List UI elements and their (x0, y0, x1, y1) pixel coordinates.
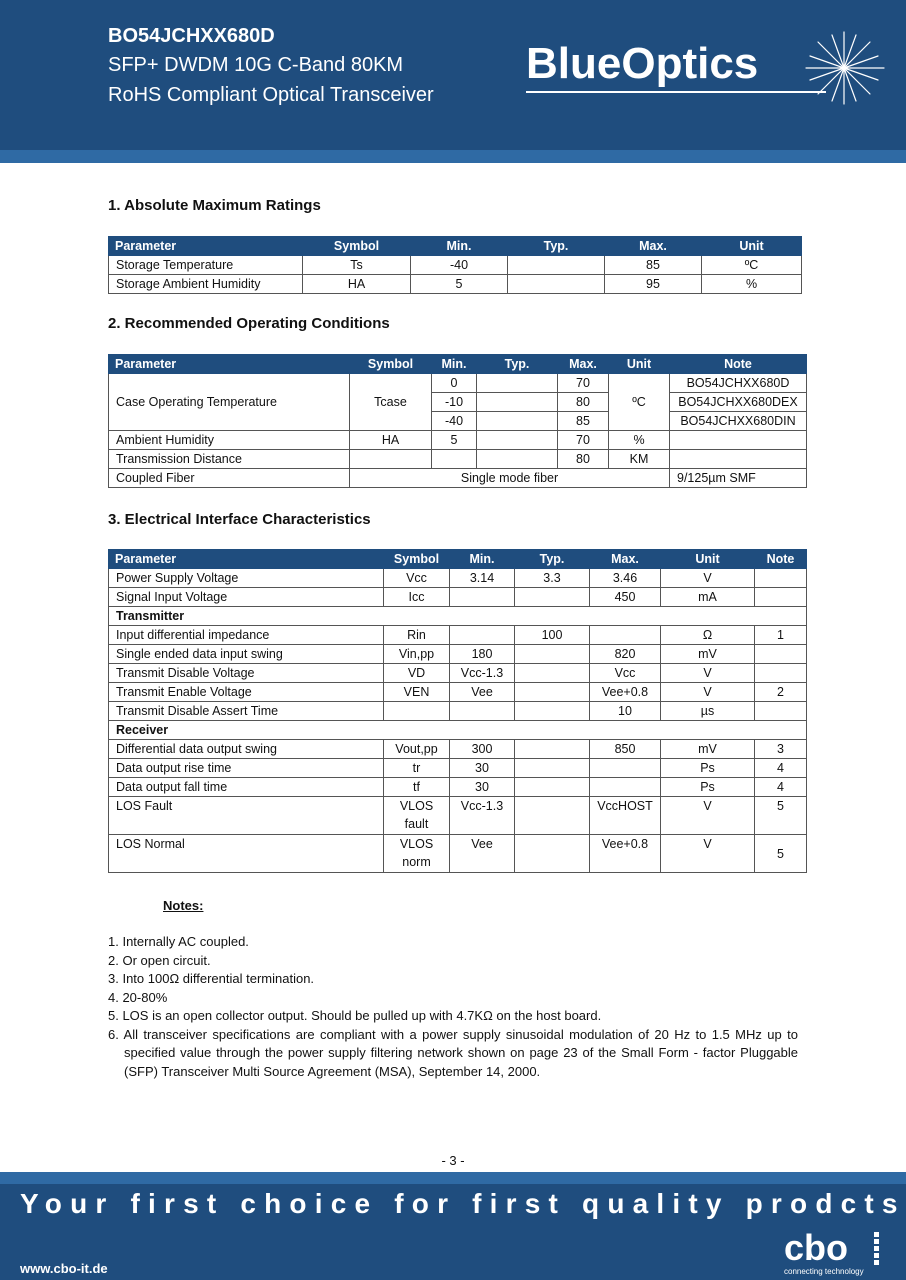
cell: Transmission Distance (109, 450, 350, 469)
cell: HA (350, 431, 432, 450)
cell-line: VLOS (399, 837, 434, 851)
cell: 3.3 (515, 569, 590, 588)
cell: Storage Ambient Humidity (109, 275, 303, 294)
cell (384, 835, 450, 873)
cell (590, 626, 661, 645)
cbo-dots-icon (874, 1232, 880, 1267)
cell: Vee (450, 683, 515, 702)
cell (477, 450, 558, 469)
cell: Ambient Humidity (109, 431, 350, 450)
footer-slogan: Your first choice for first quality prodcts (20, 1188, 906, 1219)
section-title-electrical: 3. Electrical Interface Characteristics (108, 511, 371, 528)
cell (384, 797, 450, 835)
table-header-row (109, 550, 807, 569)
cell (590, 759, 661, 778)
cell: Ps (661, 759, 755, 778)
cell: 5 (755, 835, 807, 873)
header-accent-band (0, 150, 906, 163)
page-number: - 3 - (441, 1153, 465, 1168)
cell-line: norm (402, 855, 431, 869)
cell: 180 (450, 645, 515, 664)
cell (670, 431, 807, 450)
cell: 4 (755, 778, 807, 797)
col-header: Typ. (508, 237, 605, 256)
cell: V (661, 683, 755, 702)
table-row (109, 275, 802, 294)
table-row (109, 702, 807, 721)
cell (755, 645, 807, 664)
col-header: Parameter (109, 355, 350, 374)
col-header: Note (755, 550, 807, 569)
cell: 5 (411, 275, 508, 294)
col-header: Min. (450, 550, 515, 569)
cell: Differential data output swing (109, 740, 384, 759)
cell: 4 (755, 759, 807, 778)
col-header: Unit (661, 550, 755, 569)
col-header: Note (670, 355, 807, 374)
cell: VEN (384, 683, 450, 702)
cell: Transmit Disable Voltage (109, 664, 384, 683)
cell: 850 (590, 740, 661, 759)
cell: 2 (755, 683, 807, 702)
website-link[interactable]: www.cbo-it.de (20, 1261, 108, 1276)
header-titles (108, 22, 434, 110)
cell: Storage Temperature (109, 256, 303, 275)
cell: Vcc (590, 664, 661, 683)
cell (515, 702, 590, 721)
cell: Vee+0.8 (590, 683, 661, 702)
cell (755, 588, 807, 607)
cell (670, 450, 807, 469)
table-row (109, 740, 807, 759)
note-item: 5. LOS is an open collector output. Should be pulled up with 4.7KΩ on the host board. (108, 1008, 602, 1023)
cell: LOS Fault (109, 797, 384, 835)
col-header: Min. (432, 355, 477, 374)
cell: 3.46 (590, 569, 661, 588)
cell (450, 588, 515, 607)
cell: Signal Input Voltage (109, 588, 384, 607)
table-row (109, 797, 807, 835)
col-header: Symbol (350, 355, 432, 374)
cell: 95 (605, 275, 702, 294)
col-header: Parameter (109, 237, 303, 256)
cell: 85 (605, 256, 702, 275)
receiver-label: Receiver (109, 721, 807, 740)
cell: Single mode fiber (350, 469, 670, 488)
section-title-operating-conditions: 2. Recommended Operating Conditions (108, 315, 390, 332)
cell: Vee (450, 835, 515, 873)
note-item: 1. Internally AC coupled. (108, 934, 249, 949)
logo-text: BlueOptics (526, 39, 759, 88)
note-item: 6. All transceiver specifications are compliant with a power supply sinusoidal modulation of 20 Hz to 1.5 MHz up to specified value through the power supply filtering network shown on page 23 of the Small Form - factor Pluggable (SFP) Transceiver Multi Source Agreement (MSA), September 14, 2000. (108, 1026, 798, 1079)
col-header: Typ. (477, 355, 558, 374)
cell: -40 (432, 412, 477, 431)
cell (515, 759, 590, 778)
cell: 300 (450, 740, 515, 759)
cell: KM (609, 450, 670, 469)
col-header: Min. (411, 237, 508, 256)
cell: LOS Normal (109, 835, 384, 873)
table-row (109, 759, 807, 778)
cell (477, 393, 558, 412)
cell (515, 664, 590, 683)
col-header: Unit (609, 355, 670, 374)
cell: BO54JCHXX680DEX (670, 393, 807, 412)
cell: HA (303, 275, 411, 294)
cell: Vout,pp (384, 740, 450, 759)
cell: Vcc-1.3 (450, 664, 515, 683)
cell: 0 (432, 374, 477, 393)
cell (755, 664, 807, 683)
col-header: Symbol (303, 237, 411, 256)
cell: 5 (432, 431, 477, 450)
operating-conditions-table (108, 354, 807, 488)
table-row (109, 431, 807, 450)
cell: 70 (558, 431, 609, 450)
table-row (109, 626, 807, 645)
cell (515, 797, 590, 835)
cell (508, 275, 605, 294)
cell (477, 412, 558, 431)
cell: 450 (590, 588, 661, 607)
col-header: Symbol (384, 550, 450, 569)
cell: 820 (590, 645, 661, 664)
cell (508, 256, 605, 275)
cell: Case Operating Temperature (109, 374, 350, 431)
cell (350, 450, 432, 469)
cell (515, 740, 590, 759)
cell: Tcase (350, 374, 432, 431)
cell-line: VLOS (399, 799, 434, 813)
table-row (109, 778, 807, 797)
cell: -40 (411, 256, 508, 275)
cell (477, 431, 558, 450)
cell (515, 778, 590, 797)
transmitter-label: Transmitter (109, 607, 807, 626)
cell (450, 702, 515, 721)
cell: Input differential impedance (109, 626, 384, 645)
cell (477, 374, 558, 393)
subheader-row (109, 721, 807, 740)
col-header: Unit (702, 237, 802, 256)
cell: 3 (755, 740, 807, 759)
cell: V (661, 835, 755, 873)
table-row (109, 645, 807, 664)
cell (432, 450, 477, 469)
blueoptics-logo (526, 38, 886, 98)
cell: Vin,pp (384, 645, 450, 664)
col-header: Typ. (515, 550, 590, 569)
cell: tf (384, 778, 450, 797)
cell: % (609, 431, 670, 450)
cell: tr (384, 759, 450, 778)
cell: ºC (609, 374, 670, 431)
cell: mA (661, 588, 755, 607)
cell: Vcc-1.3 (450, 797, 515, 835)
cell (590, 778, 661, 797)
cell: VccHOST (590, 797, 661, 835)
cell (450, 626, 515, 645)
cell: 80 (558, 450, 609, 469)
product-description: SFP+ DWDM 10G C-Band 80KM (108, 54, 404, 76)
cell: Vee+0.8 (590, 835, 661, 873)
cell: Single ended data input swing (109, 645, 384, 664)
cell: -10 (432, 393, 477, 412)
cell (515, 645, 590, 664)
cbo-tagline: connecting technology (784, 1267, 864, 1276)
absolute-max-table (108, 236, 802, 294)
col-header: Max. (558, 355, 609, 374)
cell: mV (661, 740, 755, 759)
cell (384, 702, 450, 721)
notes-title: Notes: (163, 898, 204, 913)
rows-receiver (109, 740, 807, 797)
cell (755, 569, 807, 588)
cell: Data output fall time (109, 778, 384, 797)
table-header-row (109, 237, 802, 256)
cell: 30 (450, 759, 515, 778)
table-row (109, 588, 807, 607)
cell: Vcc (384, 569, 450, 588)
cell: Rin (384, 626, 450, 645)
starburst-icon (802, 30, 886, 106)
table-row (109, 835, 807, 873)
cell (515, 588, 590, 607)
footer-accent-band (0, 1172, 906, 1184)
page-header (0, 0, 906, 163)
cell-line: fault (404, 817, 429, 831)
cell: ºC (702, 256, 802, 275)
col-header: Parameter (109, 550, 384, 569)
cell: 1 (755, 626, 807, 645)
product-model: BO54JCHXX680D (108, 25, 275, 47)
cell: V (661, 797, 755, 835)
col-header: Max. (590, 550, 661, 569)
cell: Power Supply Voltage (109, 569, 384, 588)
cell: % (702, 275, 802, 294)
note-item: 2. Or open circuit. (108, 952, 211, 968)
notes-list (108, 933, 798, 1081)
cell: V (661, 664, 755, 683)
electrical-table (108, 549, 807, 873)
cell: mV (661, 645, 755, 664)
cell: Data output rise time (109, 759, 384, 778)
cell: 100 (515, 626, 590, 645)
cell: V (661, 569, 755, 588)
cbo-logo-text: cbo (784, 1227, 849, 1268)
subheader-row (109, 607, 807, 626)
cell: 70 (558, 374, 609, 393)
table-row (109, 683, 807, 702)
cbo-logo (782, 1227, 892, 1276)
cell (515, 835, 590, 873)
cell (515, 683, 590, 702)
rows-top (109, 569, 807, 607)
cell: 10 (590, 702, 661, 721)
product-compliance: RoHS Compliant Optical Transceiver (108, 84, 434, 106)
cell: 30 (450, 778, 515, 797)
logo-underline (526, 91, 826, 93)
cell: Transmit Disable Assert Time (109, 702, 384, 721)
cell: Icc (384, 588, 450, 607)
table-row (109, 664, 807, 683)
cell: BO54JCHXX680D (670, 374, 807, 393)
cell: Ω (661, 626, 755, 645)
cell (755, 702, 807, 721)
table-row (109, 450, 807, 469)
cell: 9/125µm SMF (670, 469, 807, 488)
cell: 5 (755, 797, 807, 835)
cell: µs (661, 702, 755, 721)
table-row (109, 469, 807, 488)
table-row (109, 256, 802, 275)
cell: 3.14 (450, 569, 515, 588)
cell: Coupled Fiber (109, 469, 350, 488)
rows-transmitter (109, 626, 807, 721)
cell: Ts (303, 256, 411, 275)
cell: VD (384, 664, 450, 683)
page-footer (0, 1172, 906, 1280)
cell: 85 (558, 412, 609, 431)
table-header-row (109, 355, 807, 374)
col-header: Max. (605, 237, 702, 256)
table-row (109, 374, 807, 393)
table-row (109, 569, 807, 588)
section-title-absolute-max: 1. Absolute Maximum Ratings (108, 197, 321, 214)
cell: Transmit Enable Voltage (109, 683, 384, 702)
cell: 80 (558, 393, 609, 412)
note-item: 3. Into 100Ω differential termination. (108, 971, 315, 986)
note-item: 4. 20-80% (108, 989, 168, 1005)
cell: Ps (661, 778, 755, 797)
cell: BO54JCHXX680DIN (670, 412, 807, 431)
